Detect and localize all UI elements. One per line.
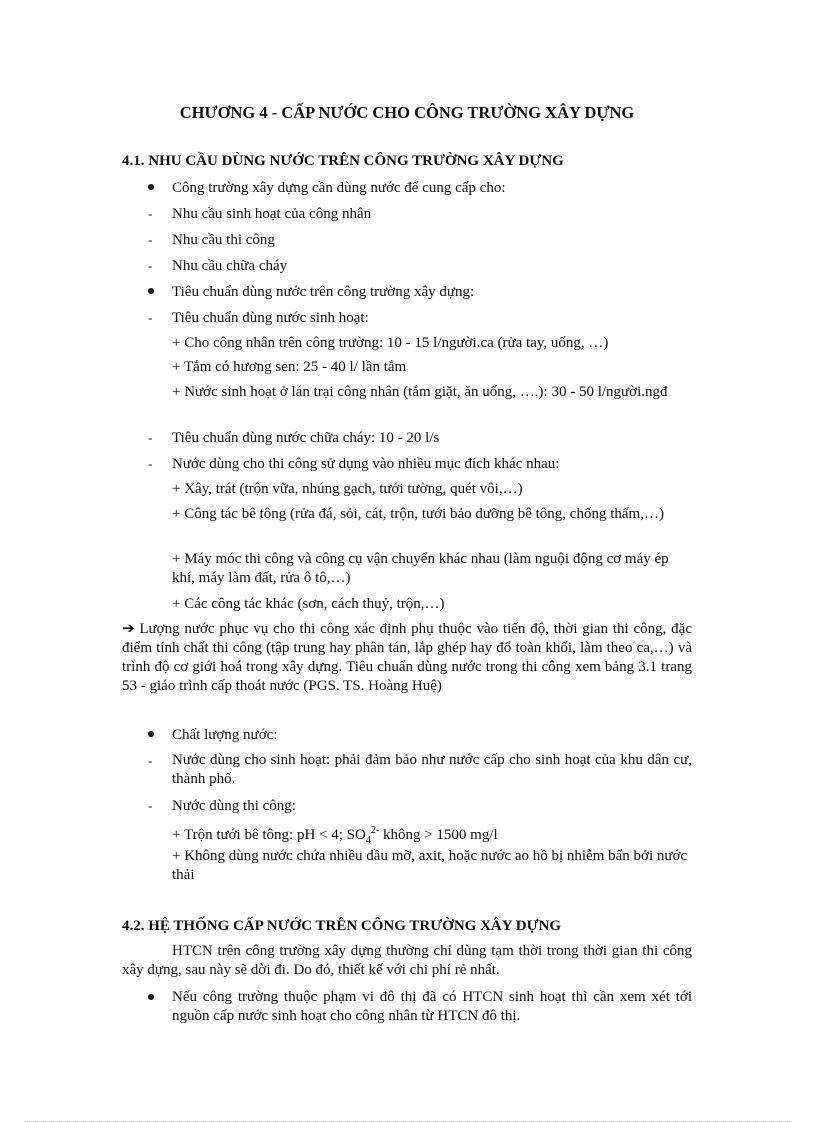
list-item: Nhu cầu thi công bbox=[172, 232, 275, 248]
conclusion-paragraph bbox=[122, 620, 692, 696]
dash-icon: - bbox=[148, 310, 153, 325]
dash-icon: - bbox=[148, 206, 153, 221]
bullet-icon bbox=[148, 288, 154, 294]
section-heading-4-1: 4.1. NHU CẦU DÙNG NƯỚC TRÊN CÔNG TRƯỜNG XÂY DỰNG bbox=[122, 153, 564, 169]
list-item: Nước dùng cho sinh hoạt: phải đảm bảo như nước cấp cho sinh hoạt của khu dân cư, thành phố. bbox=[172, 752, 692, 787]
superscript: 2- bbox=[370, 825, 380, 836]
subscript: 4 bbox=[365, 835, 371, 846]
section-paragraph: HTCN trên công trường xây dựng thường chỉ dùng tạm thời trong thời gian thi công xây dựng, sau này sẽ dời đi. Do đó, thiết kế với chi phí rẻ nhất. bbox=[122, 943, 692, 978]
dash-icon: - bbox=[148, 430, 153, 445]
dash-icon: - bbox=[148, 753, 153, 768]
sub-item: + Công tác bê tông (rửa đá, sỏi, cát, trộn, tưới bảo dưỡng bê tông, chống thấm,…) bbox=[172, 506, 664, 522]
dash-icon: - bbox=[148, 798, 153, 813]
section-heading-4-2: 4.2. HỆ THỐNG CẤP NƯỚC TRÊN CÔNG TRƯỜNG XÂY DỰNG bbox=[122, 918, 562, 934]
sub-item: + Tắm có hương sen: 25 - 40 l/ lần tắm bbox=[172, 359, 407, 375]
text-part: không > 1500 mg/l bbox=[379, 827, 498, 843]
sub-item: + Cho công nhân trên công trường: 10 - 15 l/người.ca (rửa tay, uống, …) bbox=[172, 335, 609, 351]
bullet-text: Chất lượng nước: bbox=[172, 727, 278, 743]
bullet-text: Công trường xây dựng cần dùng nước để cung cấp cho: bbox=[172, 180, 506, 196]
bullet-text: Nếu công trường thuộc phạm vi đô thị đã có HTCN sinh hoạt thì cần xem xét tới nguồn cấp nước sinh hoạt cho công nhân từ HTCN đô thị. bbox=[172, 989, 692, 1024]
list-item: Tiêu chuẩn dùng nước sinh hoạt: bbox=[172, 310, 369, 326]
dash-icon: - bbox=[148, 232, 153, 247]
list-item: Nước dùng cho thi công sử dụng vào nhiều mục đích khác nhau: bbox=[172, 456, 560, 472]
chapter-title: CHƯƠNG 4 - CẤP NƯỚC CHO CÔNG TRƯỜNG XÂY DỰNG bbox=[179, 103, 635, 122]
dash-icon: - bbox=[148, 456, 153, 471]
sub-item: + Xây, trát (trộn vữa, nhúng gạch, tưới tường, quét vôi,…) bbox=[172, 481, 523, 497]
dash-icon: - bbox=[148, 258, 153, 273]
bullet-icon bbox=[148, 731, 154, 737]
list-item: Nước dùng thi công: bbox=[172, 798, 296, 814]
conclusion-text: Lượng nước phục vụ cho thi công xác định phụ thuộc vào tiến độ, thời gian thi công, đặc điểm tính chất thi công (tập trung hay phân tán, lắp ghép hay đổ toàn khối, làm theo ca,…) và trình độ cơ giới hoá trong xây dựng. Tiêu chuẩn dùng nước trong thi công xem bảng 3.1 trang 53 - giáo trình cấp thoát nước (PGS. TS. Hoàng Huệ) bbox=[122, 621, 692, 694]
list-item: Tiêu chuẩn dùng nước chữa cháy: 10 - 20 l/s bbox=[172, 430, 440, 446]
sub-item: + Nước sinh hoạt ở lán trại công nhân (tắm giặt, ăn uống, ….): 30 - 50 l/người.ngđ bbox=[172, 384, 668, 400]
sub-item: + Máy móc thi công và công cụ vận chuyển khác nhau (làm nguội động cơ máy ép khí, máy làm đất, rửa ô tô,…) bbox=[172, 551, 669, 586]
list-item: Nhu cầu sinh hoạt của công nhân bbox=[172, 206, 372, 222]
list-item: Nhu cầu chữa cháy bbox=[172, 258, 288, 274]
bullet-icon bbox=[148, 184, 154, 190]
arrow-icon: ➔ bbox=[122, 621, 135, 637]
sub-item bbox=[172, 822, 498, 850]
bullet-icon bbox=[148, 994, 154, 1000]
text-part: + Trộn tưới bê tông: pH < 4; SO bbox=[172, 827, 366, 843]
page-bottom-border bbox=[24, 1121, 792, 1122]
bullet-text: Tiêu chuẩn dùng nước trên công trường xây dựng: bbox=[172, 284, 475, 300]
sub-item: + Các công tác khác (sơn, cách thuỷ, trộn,…) bbox=[172, 596, 445, 612]
sub-item: + Không dùng nước chứa nhiều dầu mỡ, axit, hoặc nước ao hồ bị nhiễm bẩn bởi nước thải bbox=[172, 848, 688, 883]
